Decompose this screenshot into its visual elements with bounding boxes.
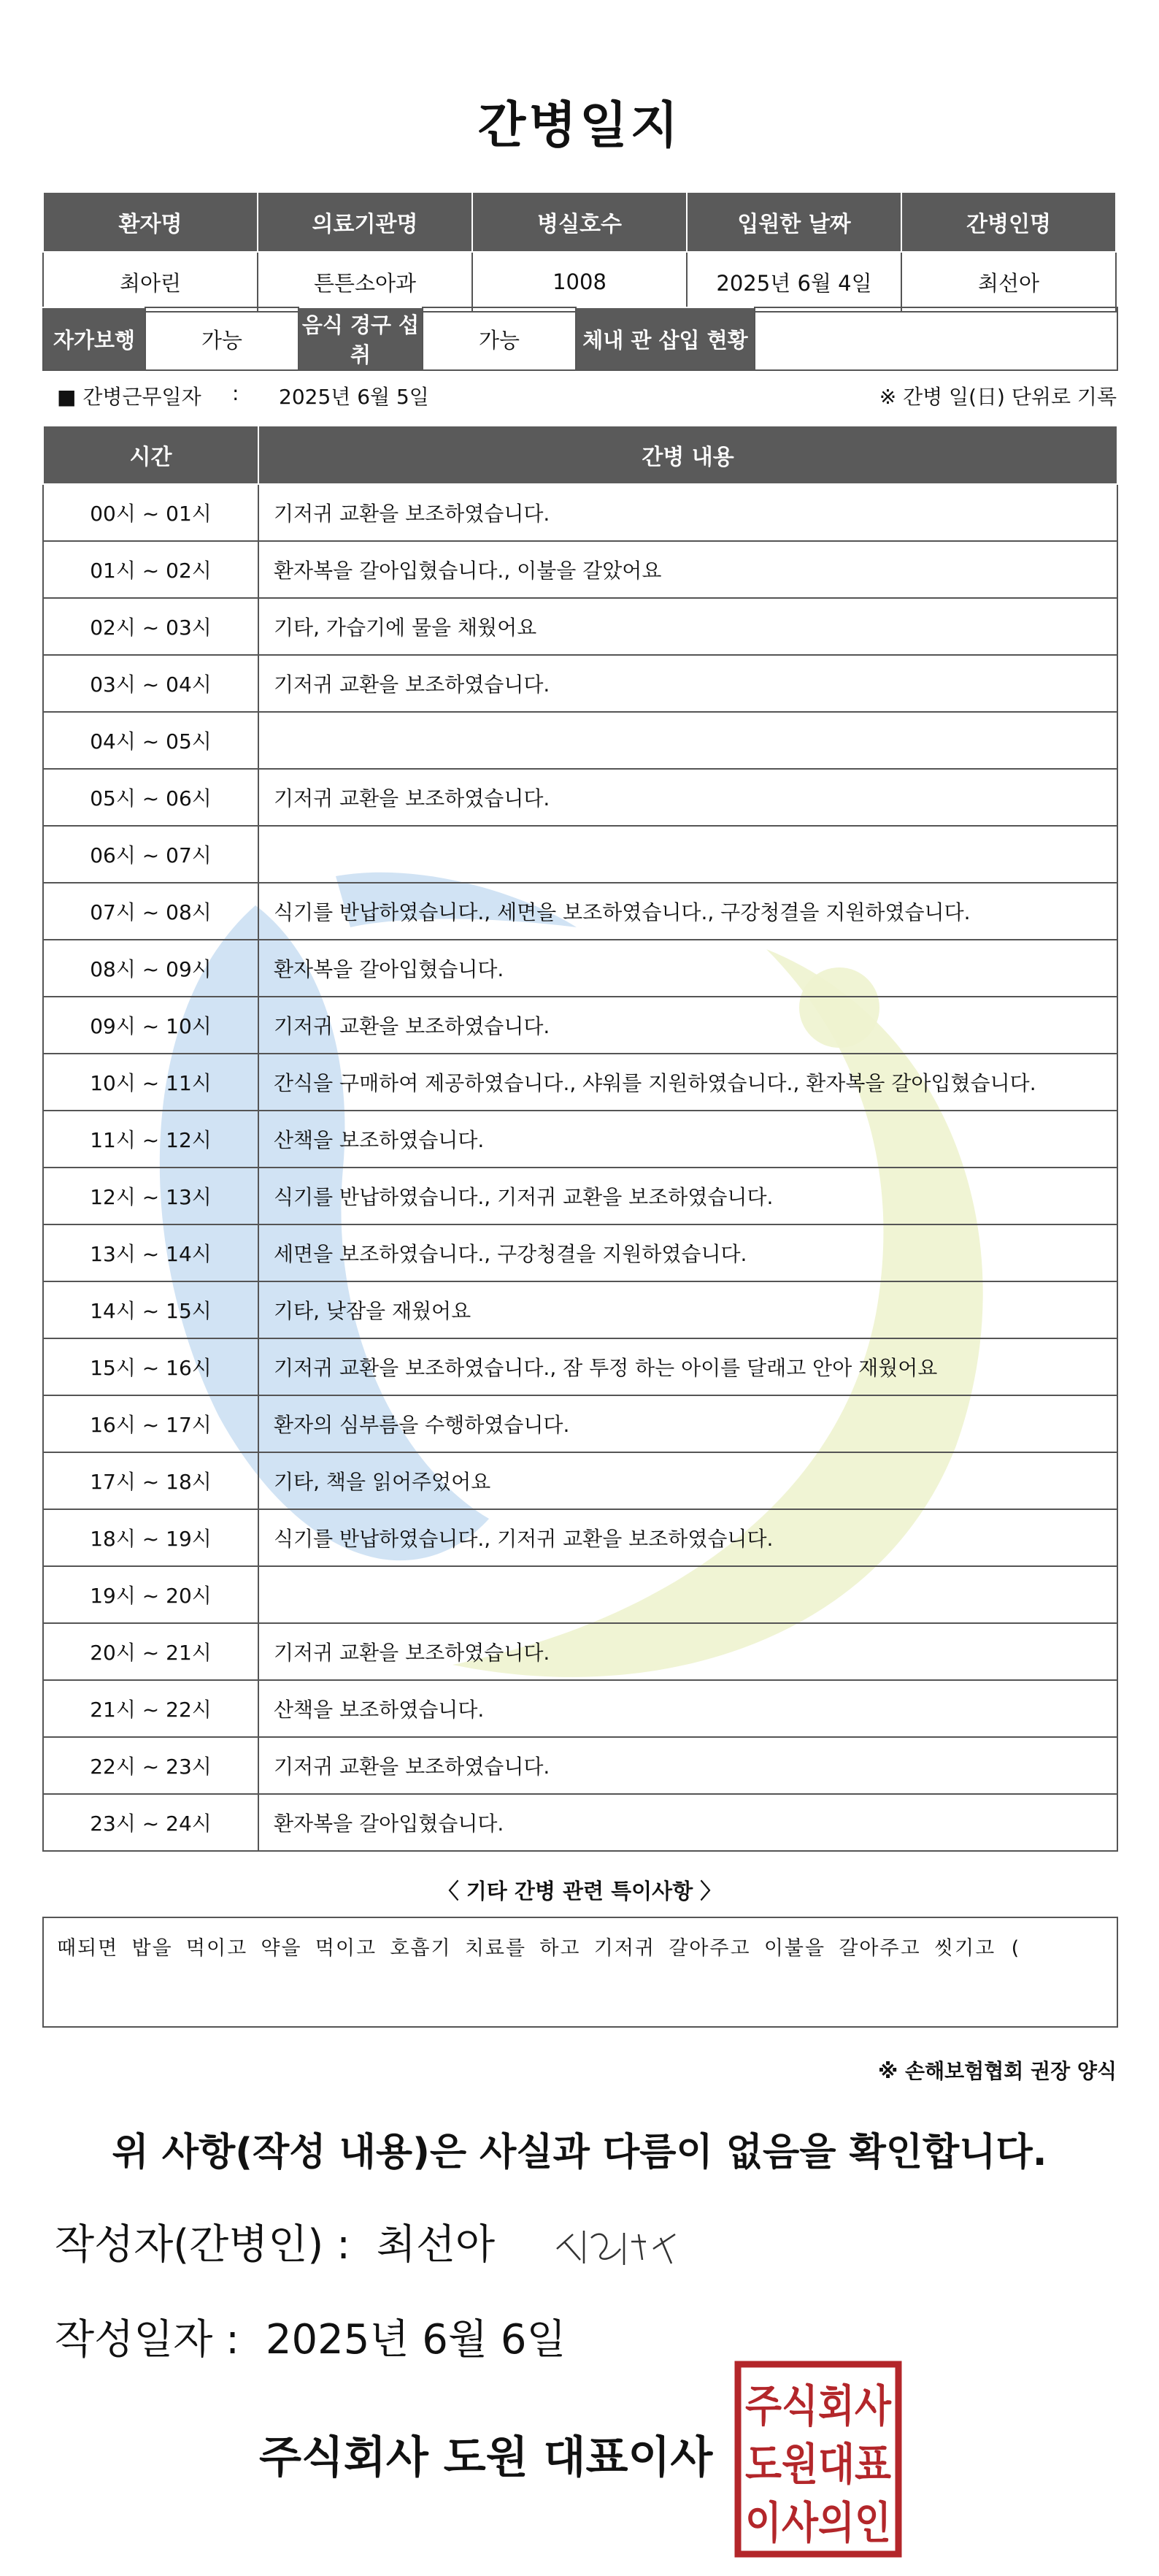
hospital-name: 튼튼소아과 xyxy=(258,252,472,312)
special-notes-text: 때되면 밥을 먹이고 약을 먹이고 호흡기 치료를 하고 기저귀 갈아주고 이불을 갈아주고 씻기고 ( xyxy=(57,1937,1023,1960)
log-time: 11시 ~ 12시 xyxy=(43,1111,258,1168)
log-time: 12시 ~ 13시 xyxy=(43,1168,258,1224)
document-title: 간병일지 xyxy=(477,97,682,155)
writer-line xyxy=(55,2212,495,2271)
work-date-separator: : xyxy=(232,381,239,405)
room-header: 병실호수 xyxy=(472,192,687,252)
caregiver-name: 최선아 xyxy=(901,252,1116,312)
log-row xyxy=(43,1168,1117,1224)
time-header: 시간 xyxy=(43,426,258,484)
company-representative: 주식회사 도원 대표이사 xyxy=(259,2432,713,2483)
log-time: 23시 ~ 24시 xyxy=(43,1794,258,1851)
log-time: 21시 ~ 22시 xyxy=(43,1680,258,1737)
log-time: 02시 ~ 03시 xyxy=(43,598,258,655)
writer-label: 작성자(간병인) : xyxy=(55,2221,350,2269)
tube-label: 체내 관 삽입 현황 xyxy=(576,307,755,370)
written-date-line xyxy=(55,2307,566,2366)
log-content: 기저귀 교환을 보조하였습니다. xyxy=(258,769,1117,826)
log-content xyxy=(258,712,1117,769)
admission-date: 2025년 6월 4일 xyxy=(687,252,901,312)
log-time: 15시 ~ 16시 xyxy=(43,1338,258,1395)
room-number: 1008 xyxy=(472,252,687,312)
log-row xyxy=(43,1054,1117,1111)
log-time: 14시 ~ 15시 xyxy=(43,1281,258,1338)
log-time: 05시 ~ 06시 xyxy=(43,769,258,826)
log-time: 00시 ~ 01시 xyxy=(43,484,258,541)
log-content: 기저귀 교환을 보조하였습니다. xyxy=(258,1623,1117,1680)
log-content: 환자의 심부름을 수행하였습니다. xyxy=(258,1395,1117,1452)
walking-value: 가능 xyxy=(145,307,299,370)
log-row xyxy=(43,598,1117,655)
hospital-header: 의료기관명 xyxy=(258,192,472,252)
log-content xyxy=(258,1566,1117,1623)
log-row xyxy=(43,712,1117,769)
seal-line-3: 이사의인 xyxy=(745,2498,891,2549)
log-row xyxy=(43,1680,1117,1737)
confirmation-statement: 위 사항(작성 내용)은 사실과 다름이 없음을 확인합니다. xyxy=(112,2131,1047,2174)
log-row xyxy=(43,484,1117,541)
log-row xyxy=(43,655,1117,712)
log-row xyxy=(43,1338,1117,1395)
log-content: 간식을 구매하여 제공하였습니다., 샤워를 지원하였습니다., 환자복을 갈아입혔습니다. xyxy=(258,1054,1117,1111)
log-content: 기타, 책을 읽어주었어요 xyxy=(258,1452,1117,1509)
patient-name-header: 환자명 xyxy=(43,192,258,252)
log-content: 산책을 보조하였습니다. xyxy=(258,1680,1117,1737)
log-time: 16시 ~ 17시 xyxy=(43,1395,258,1452)
log-row xyxy=(43,1395,1117,1452)
log-time: 08시 ~ 09시 xyxy=(43,940,258,997)
log-content: 세면을 보조하였습니다., 구강청결을 지원하였습니다. xyxy=(258,1224,1117,1281)
log-row xyxy=(43,1509,1117,1566)
log-row xyxy=(43,1737,1117,1794)
writer-name: 최선아 xyxy=(376,2221,496,2269)
content-header: 간병 내용 xyxy=(258,426,1117,484)
signature xyxy=(551,2220,682,2271)
log-content: 환자복을 갈아입혔습니다., 이불을 갈았어요 xyxy=(258,541,1117,598)
log-content xyxy=(258,826,1117,883)
log-content: 기저귀 교환을 보조하였습니다. xyxy=(258,1737,1117,1794)
log-content: 환자복을 갈아입혔습니다. xyxy=(258,940,1117,997)
log-content: 기저귀 교환을 보조하였습니다., 잠 투정 하는 아이를 달래고 안아 재웠어요 xyxy=(258,1338,1117,1395)
log-time: 04시 ~ 05시 xyxy=(43,712,258,769)
patient-status-table xyxy=(42,307,1118,371)
log-content: 기타, 낮잠을 재웠어요 xyxy=(258,1281,1117,1338)
caregiver-header: 간병인명 xyxy=(901,192,1116,252)
seal-line-2: 도원대표 xyxy=(745,2439,892,2491)
log-row xyxy=(43,826,1117,883)
log-row xyxy=(43,1224,1117,1281)
log-time: 19시 ~ 20시 xyxy=(43,1566,258,1623)
log-content: 산책을 보조하였습니다. xyxy=(258,1111,1117,1168)
log-time: 20시 ~ 21시 xyxy=(43,1623,258,1680)
work-date: 2025년 6월 5일 xyxy=(279,385,429,409)
log-row xyxy=(43,883,1117,940)
log-time: 06시 ~ 07시 xyxy=(43,826,258,883)
log-row xyxy=(43,1452,1117,1509)
special-notes-title: 〈 기타 간병 관련 특이사항 〉 xyxy=(437,1879,722,1904)
log-time: 10시 ~ 11시 xyxy=(43,1054,258,1111)
log-row xyxy=(43,1566,1117,1623)
log-row xyxy=(43,769,1117,826)
unit-note: ※ 간병 일(日) 단위로 기록 xyxy=(879,385,1117,409)
form-source-note: ※ 손해보험협회 권장 양식 xyxy=(878,2059,1117,2083)
log-content: 식기를 반납하였습니다., 기저귀 교환을 보조하였습니다. xyxy=(258,1509,1117,1566)
log-row xyxy=(43,541,1117,598)
patient-name: 최아린 xyxy=(43,252,258,312)
log-content: 식기를 반납하였습니다., 기저귀 교환을 보조하였습니다. xyxy=(258,1168,1117,1224)
log-time: 01시 ~ 02시 xyxy=(43,541,258,598)
oral-intake-label: 음식 경구 섭취 xyxy=(299,307,423,370)
log-time: 13시 ~ 14시 xyxy=(43,1224,258,1281)
log-time: 03시 ~ 04시 xyxy=(43,655,258,712)
log-row xyxy=(43,1281,1117,1338)
care-log-table xyxy=(42,425,1118,1852)
log-row xyxy=(43,997,1117,1054)
log-time: 17시 ~ 18시 xyxy=(43,1452,258,1509)
log-row xyxy=(43,1623,1117,1680)
tube-value xyxy=(755,307,1117,370)
log-content: 식기를 반납하였습니다., 세면을 보조하였습니다., 구강청결을 지원하였습니다. xyxy=(258,883,1117,940)
log-content: 기저귀 교환을 보조하였습니다. xyxy=(258,484,1117,541)
oral-intake-value: 가능 xyxy=(423,307,576,370)
log-row xyxy=(43,1794,1117,1851)
company-seal xyxy=(733,2360,903,2558)
patient-info-table xyxy=(42,191,1117,313)
written-date: 2025년 6월 6일 xyxy=(265,2316,566,2364)
log-time: 22시 ~ 23시 xyxy=(43,1737,258,1794)
log-time: 18시 ~ 19시 xyxy=(43,1509,258,1566)
log-row xyxy=(43,940,1117,997)
log-time: 07시 ~ 08시 xyxy=(43,883,258,940)
seal-line-1: 주식회사 xyxy=(745,2381,892,2432)
log-content: 기저귀 교환을 보조하였습니다. xyxy=(258,997,1117,1054)
admission-date-header: 입원한 날짜 xyxy=(687,192,901,252)
written-date-label: 작성일자 : xyxy=(55,2316,240,2364)
log-content: 기타, 가습기에 물을 채웠어요 xyxy=(258,598,1117,655)
walking-label: 자가보행 xyxy=(43,307,145,370)
log-content: 기저귀 교환을 보조하였습니다. xyxy=(258,655,1117,712)
work-date-label: ■ 간병근무일자 xyxy=(57,385,201,409)
log-content: 환자복을 갈아입혔습니다. xyxy=(258,1794,1117,1851)
log-time: 09시 ~ 10시 xyxy=(43,997,258,1054)
log-row xyxy=(43,1111,1117,1168)
